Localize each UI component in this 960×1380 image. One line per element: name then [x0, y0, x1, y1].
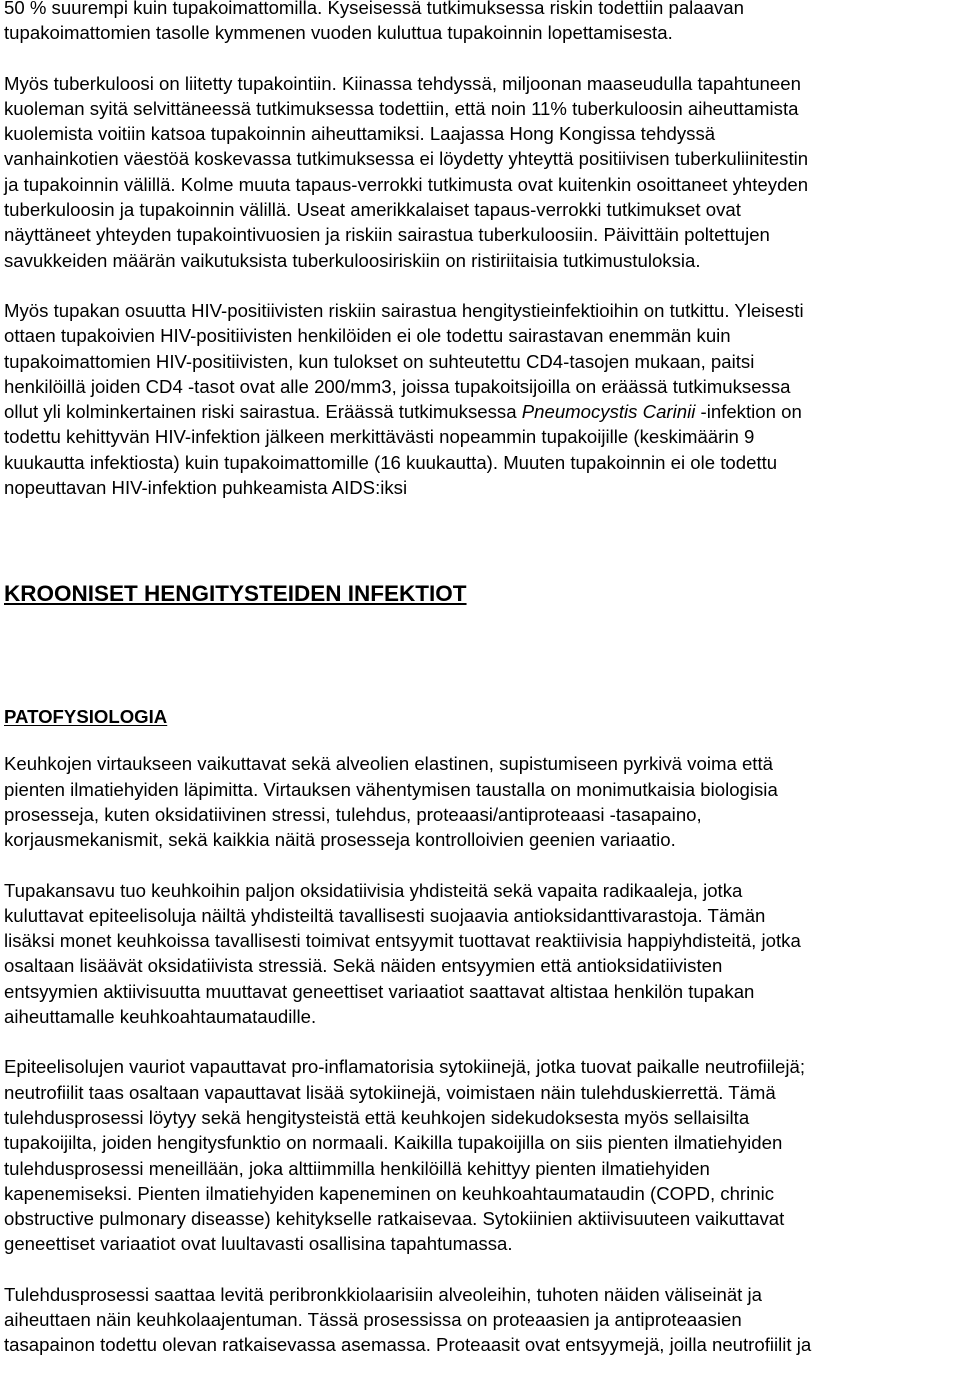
text-line: tulehdusprosessi löytyy sekä hengitysteistä että keuhkojen sidekudoksesta myös sellaisilta [4, 1106, 750, 1128]
text-line: tupakoimattomien tasolle kymmenen vuoden kuluttua tupakoinnin lopettamisesta. [4, 22, 673, 44]
text-line: lisäksi monet keuhkoissa tavallisesti toimivat entsyymit tuottavat reaktiivisia happiyhdisteitä, jotka [4, 930, 801, 952]
text-line: kuolemista voitiin katsoa tupakoinnin aiheuttamiksi. Laajassa Hong Kongissa tehdyssä [4, 123, 716, 145]
text-line: osaltaan lisäävät oksidatiivista stressiä. Sekä näiden entsyymien että antioksidatiivisten [4, 955, 723, 977]
text-line: henkilöillä joiden CD4 -tasot ovat alle 200/mm3, joissa tupakoitsijoilla on eräässä tutkimuksessa [4, 375, 791, 397]
text-line: näyttäneet yhteyden tupakointivuosien ja riskiin sairastua tuberkuloosiin. Päivittäin poltettujen [4, 224, 770, 246]
text-line: aiheuttamalle keuhkoahtaumataudille. [4, 1006, 317, 1028]
text-line: tasapainon todettu olevan ratkaisevassa asemassa. Proteaasit ovat entsyymejä, joilla neutrofiilit ja [4, 1334, 812, 1356]
text-line: aiheuttaen näin keuhkolaajentuman. Tässä prosessissa on proteaasien ja antiproteaasien [4, 1308, 742, 1330]
document-page [4, 0, 958, 1358]
text-line: pienten ilmatiehyiden läpimitta. Virtauksen vähentymisen taustalla on monimutkaisia biologisia [4, 778, 778, 800]
text-line: vanhainkotien väestöä koskevassa tutkimuksessa ei löydetty yhteyttä positiivisen tuberkuliinitestin [4, 148, 809, 170]
italic-term: Pneumocystis Carinii [521, 401, 696, 423]
text-line: ja tupakoinnin välillä. Kolme muuta tapaus-verrokki tutkimusta ovat kuitenkin osoittaneet yhteyden [4, 173, 809, 195]
text-line: Tulehdusprosessi saattaa levitä peribronkkiolaarisiin alveoleihin, tuhoten näiden väliseinät ja [4, 1283, 762, 1305]
text-line: tulehdusprosessi meneillään, joka alttiimmilla henkilöillä kehittyy pienten ilmatiehyiden [4, 1157, 710, 1179]
text-line: kuluttavat epiteelisoluja näiltä yhdisteiltä tavallisesti suojaavia antioksidanttivarastoja. Tämän [4, 904, 766, 926]
section-heading: KROONISET HENGITYSTEIDEN INFEKTIOT [4, 581, 467, 607]
text-line: geneettiset variaatiot ovat luultavasti osallisina tapahtumassa. [4, 1233, 513, 1255]
text-line: prosesseja, kuten oksidatiivinen stressi, tulehdus, proteaasi/antiproteaasi -tasapaino, [4, 803, 702, 825]
text-line: Tupakansavu tuo keuhkoihin paljon oksidatiivisia yhdisteitä sekä vapaita radikaaleja, jotka [4, 879, 743, 901]
paragraph-hiv [4, 298, 958, 500]
text-line: korjausmekanismit, sekä kaikkia näitä prosesseja kontrolloivien geenien variaatio. [4, 829, 676, 851]
paragraph-pathophysiology-2 [4, 878, 958, 1030]
paragraph-pathophysiology-4 [4, 1282, 958, 1358]
text-line-with-italic [4, 399, 958, 424]
text-line: obstructive pulmonary diseasse) kehitykselle ratkaisevaa. Sytokiinien aktiivisuuteen vaikuttavat [4, 1208, 785, 1230]
text-line: Myös tuberkuloosi on liitetty tupakointiin. Kiinassa tehdyssä, miljoonan maaseudulla tapahtuneen [4, 72, 801, 94]
text-line: Myös tupakan osuutta HIV-positiivisten riskiin sairastua hengitystieinfektioihin on tutkittu. Yleisesti [4, 299, 804, 321]
paragraph-pathophysiology-3 [4, 1054, 958, 1256]
text-line: Keuhkojen virtaukseen vaikuttavat sekä alveolien elastinen, supistumiseen pyrkivä voima että [4, 753, 773, 775]
text-line: Epiteelisolujen vauriot vapauttavat pro-inflamatorisia sytokiinejä, jotka tuovat paikalle neutrofiilejä; [4, 1056, 806, 1078]
text-line: neutrofiilit taas osaltaan vapauttavat lisää sytokiinejä, voimistaen näin tulehduskierrettä. Tämä [4, 1081, 776, 1103]
text-line: todettu kehittyvän HIV-infektion jälkeen merkittävästi nopeammin tupakoijille (keskimäärin 9 [4, 426, 755, 448]
text-line: tupakoimattomien HIV-positiivisten, kun tulokset on suhteutettu CD4-tasojen mukaan, paitsi [4, 350, 755, 372]
text-line: tupakoijilta, joiden hengitysfunktio on normaali. Kaikilla tupakoijilla on siis pienten ilmatiehyiden [4, 1132, 783, 1154]
text-segment: ollut yli kolminkertainen riski sairastua. Eräässä tutkimuksessa [4, 401, 522, 423]
paragraph-tb-intro [4, 0, 958, 46]
text-line: ottaen tupakoivien HIV-positiivisten henkilöiden ei ole todettu sairastavan enemmän kuin [4, 325, 731, 347]
text-line: kapenemiseksi. Pienten ilmatiehyiden kapeneminen on keuhkoahtaumataudin (COPD, chrinic [4, 1182, 775, 1204]
text-line: kuukautta infektiosta) kuin tupakoimattomille (16 kuukautta). Muuten tupakoinnin ei ole todettu [4, 451, 778, 473]
text-line: 50 % suurempi kuin tupakoimattomilla. Kyseisessä tutkimuksessa riskin todettiin palaavan [4, 0, 744, 18]
text-line: nopeuttavan HIV-infektion puhkeamista AIDS:iksi [4, 477, 408, 499]
text-line: savukkeiden määrän vaikutuksista tuberkuloosiriskiin on ristiriitaisia tutkimustuloksia. [4, 249, 701, 271]
paragraph-tuberculosis [4, 71, 958, 273]
paragraph-pathophysiology-1 [4, 751, 958, 852]
text-line: entsyymien aktiivisuutta muuttavat geneettiset variaatiot saattavat altistaa henkilön tupakan [4, 980, 755, 1002]
text-line: tuberkuloosin ja tupakoinnin välillä. Useat amerikkalaiset tapaus-verrokki tutkimukset ovat [4, 199, 741, 221]
text-segment: -infektion on [695, 401, 802, 423]
text-line: kuoleman syitä selvittäneessä tutkimuksessa todettiin, että noin 11% tuberkuloosin aiheuttamista [4, 97, 799, 119]
subsection-heading: PATOFYSIOLOGIA [4, 706, 168, 728]
